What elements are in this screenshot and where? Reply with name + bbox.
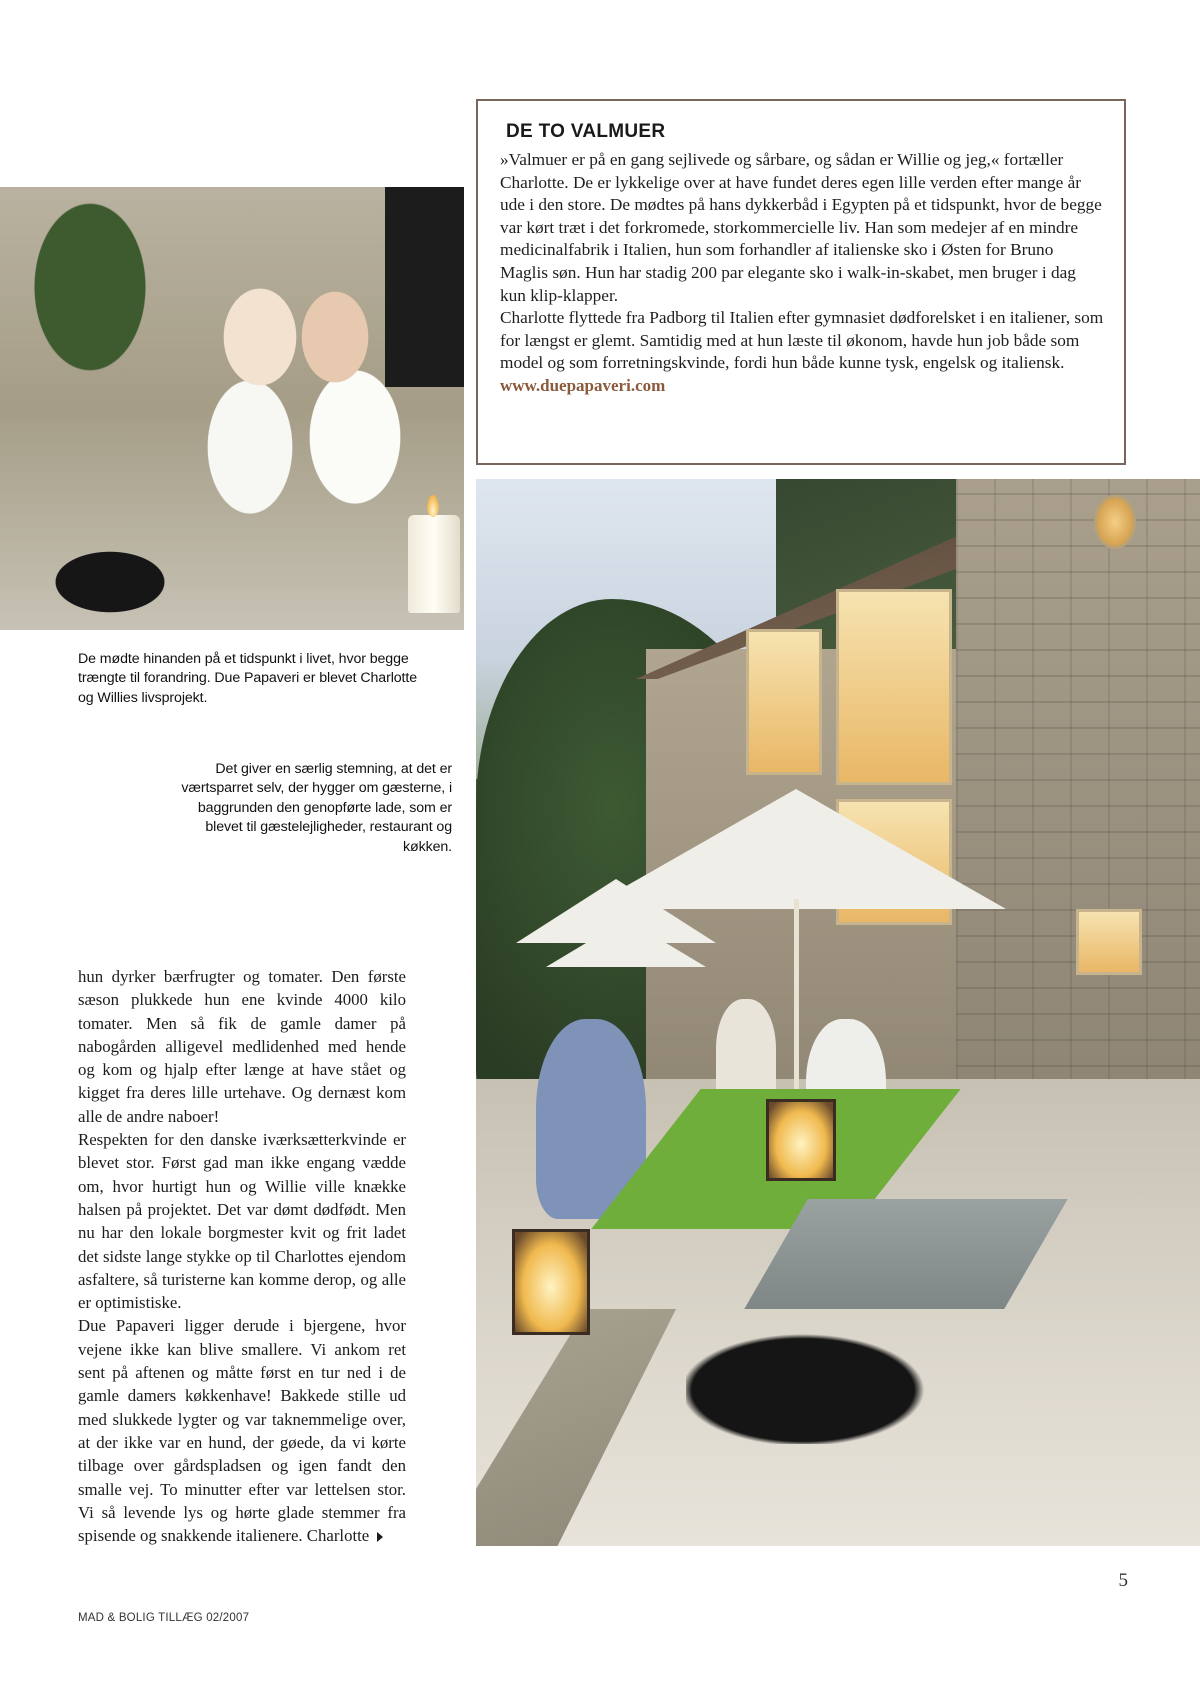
terrace-photo bbox=[476, 479, 1200, 1546]
lantern-shape bbox=[766, 1099, 836, 1181]
terrace-photo-caption: Det giver en særlig stemning, at det er værtsparret selv, der hygger om gæsterne, i baggrunden den genopførte lade, som er blevet til gæstelejligheder, restaurant og køkken. bbox=[181, 761, 452, 855]
magazine-footer: MAD & BOLIG TILLÆG 02/2007 bbox=[78, 1612, 250, 1624]
window-shape bbox=[836, 589, 952, 785]
body-paragraph-text: Due Papaveri ligger derude i bjergene, hvor vejene ikke kan blive smallere. Vi ankom ret sent på aftenen og måtte først en tur ned i de gamle damers køkkenhave! Bakkede stille ud med slukkede lygter og var taknemmelige over, at der ikke var en hund, der gøede, da vi kørte tilbage over gårdspladsen og igen fandt den smalle vej. To minutter efter var lettelsen stor. Vi så levende lys og hørte glade stemmer fra spisende og snakkende italienere. Charlotte bbox=[78, 1316, 406, 1546]
info-box bbox=[476, 99, 1126, 465]
triangle-right-icon bbox=[377, 1532, 383, 1542]
info-box-paragraph: Charlotte flyttede fra Padborg til Italien efter gymnasiet dødforelsket i en italiener, som for længst er glemt. Samtidig med at hun læste til økonom, havde hun job både som model og som forretningskvinde, fordi hun både kunne tysk, engelsk og italiensk. bbox=[500, 308, 1104, 373]
info-box-title: DE TO VALMUER bbox=[506, 121, 666, 142]
body-text-column bbox=[78, 965, 406, 1547]
body-paragraph: hun dyrker bærfrugter og tomater. Den første sæson plukkede hun ene kvinde 4000 kilo tomater. Men så fik de gamle damer på nabogården alligevel medlidenhed med hende og kom og hjalp efter længe at have stået og kigget fra deres lille urtehave. Og dernæst kom alle de andre naboer! bbox=[78, 967, 406, 1126]
round-window-shape bbox=[1094, 495, 1136, 549]
candle-shape bbox=[408, 515, 460, 613]
website-link[interactable]: www.duepapaveri.com bbox=[500, 375, 666, 395]
candle-flame-shape bbox=[427, 495, 439, 517]
body-paragraph: Respekten for den danske iværksætterkvinde er blevet stor. Først gad man ikke engang vædde om, hvor hurtigt hun og Willie ville knække halsen på projektet. Det var dømt dødfødt. Men nu har den lokale borgmester kvit og frit ladet det sidste lange stykke op til Charlottes ejendom asfaltere, så turisterne kan komme derop, og alle er optimistiske. bbox=[78, 1130, 406, 1313]
couple-photo bbox=[0, 187, 464, 630]
lantern-shape bbox=[512, 1229, 590, 1335]
window-shape bbox=[1076, 909, 1142, 975]
body-paragraph bbox=[78, 1314, 406, 1547]
info-box-paragraph: »Valmuer er på en gang sejlivede og sårbare, og sådan er Willie og jeg,« fortæller Charlotte. De er lykkelige over at have fundet deres egen lille verden efter mange år ude i den store. De mødtes på hans dykkerbåd i Egypten på et tidspunkt, hvor de begge var kørt træt i det forkromede, storkommercielle liv. Han som medejer af en mindre medicinalfabrik i Italien, hun som forhandler af italienske sko i Østen for Bruno Maglis søn. Hun har stadig 200 par elegante sko i walk-in-skabet, men bruger i dag kun klip-klapper. bbox=[500, 150, 1102, 305]
stone-wall-shape bbox=[956, 479, 1200, 1119]
page-number: 5 bbox=[1118, 1570, 1128, 1591]
window-shape bbox=[746, 629, 822, 775]
dog-shape bbox=[686, 1324, 946, 1444]
couple-photo-caption: De mødte hinanden på et tidspunkt i livet, hvor begge trængte til forandring. Due Papaveri er blevet Charlotte og Willies livsprojekt. bbox=[78, 651, 418, 706]
